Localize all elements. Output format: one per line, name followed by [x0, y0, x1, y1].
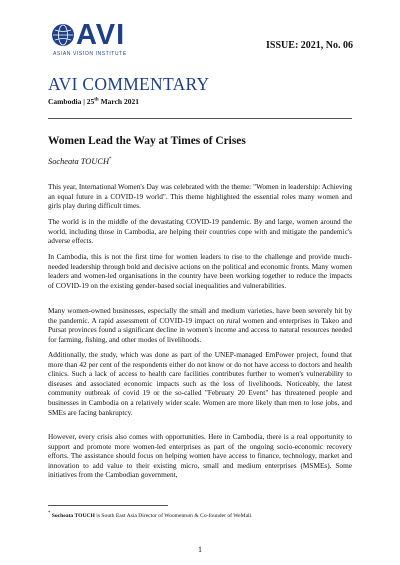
logo-tagline: ASIAN VISION INSTITUTE	[53, 51, 127, 57]
issue-number: ISSUE: 2021, No. 06	[266, 40, 353, 51]
globe-icon	[52, 24, 74, 46]
author-byline	[48, 157, 112, 166]
dateline-date: March 2021	[98, 97, 139, 106]
paragraph-6: However, every crisis also comes with opportunities. Here in Cambodia, there is a real opportunity to support and promote more women-led enterprises as part of the ongoing socio-economic recovery efforts. The assistance should focus on helping women have access to finance, technology, market and innovation to add value to their existing micro, small and medium enterprises (MSMEs). Some initiatives from the Cambodian government,	[48, 432, 352, 480]
footnote-text: is South East Asia Director of Woomentum & Co-founder of WeMall.	[94, 512, 253, 519]
footnote-divider	[48, 505, 168, 506]
footnote	[48, 510, 352, 520]
dateline	[48, 97, 139, 106]
paragraph-3: In Cambodia, this is not the first time for women leaders to rise to the challenge and provide much-needed leadership through bold and decisive actions on the political and economic fronts. Many women leaders and women-led organisations in the country have been working together to reduce the impacts of COVID-19 on the existing gender-based social inequalities and vulnerabilities.	[48, 252, 352, 290]
dateline-place: Cambodia | 25	[48, 97, 95, 106]
footnote-name: Socheata TOUCH	[51, 512, 95, 519]
footnote-mark: *	[48, 511, 51, 516]
dateline-ordinal: th	[94, 97, 99, 103]
paragraph-5: Additionally, the study, which was done as part of the UNEP-managed EmPower project, found that more than 42 per cent of the respondents either do not know or do not have access to doctors and health clinics. Such a lack of access to health care facilities contributes further to women's vulnerability to diseases and associated economic impacts such as the loss of livelihoods. Noticeably, the latest community outbreak of covid 19 or the so-called "February 20 Event" has threatened people and businesses in Cambodia on a relatively wider scale. Women are more likely than men to lose jobs, and SMEs are facing bankruptcy.	[48, 350, 352, 417]
header-divider	[48, 118, 352, 119]
author-footnote-mark: *	[109, 157, 112, 163]
publication-title: AVI COMMENTARY	[48, 74, 210, 94]
article-title: Women Lead the Way at Times of Crises	[48, 135, 246, 147]
paragraph-4: Many women-owned businesses, especially the small and medium varieties, have been severely hit by the pandemic. A rapid assessment of COVID-19 impact on rural women and enterprises in Takeo and Pursat provinces found a significant decline in women's income and access to natural resources needed for farming, fishing, and other modes of livelihoods.	[48, 306, 352, 344]
logo-wordmark: AVI	[76, 19, 126, 51]
paragraph-2: The world is in the middle of the devastating COVID-19 pandemic. By and large, women around the world, including those in Cambodia, are helping their countries cope with and mitigate the pandemic's adverse effects.	[48, 217, 352, 246]
author-name: Socheata TOUCH	[48, 157, 110, 166]
paragraph-1: This year, International Women's Day was celebrated with the theme: "Women in leadership: Achieving an equal future in a COVID-19 world". This theme highlighted the essential roles many women and girls play during difficult times.	[48, 182, 352, 211]
avi-logo	[52, 19, 132, 62]
page-number: 1	[198, 545, 202, 554]
